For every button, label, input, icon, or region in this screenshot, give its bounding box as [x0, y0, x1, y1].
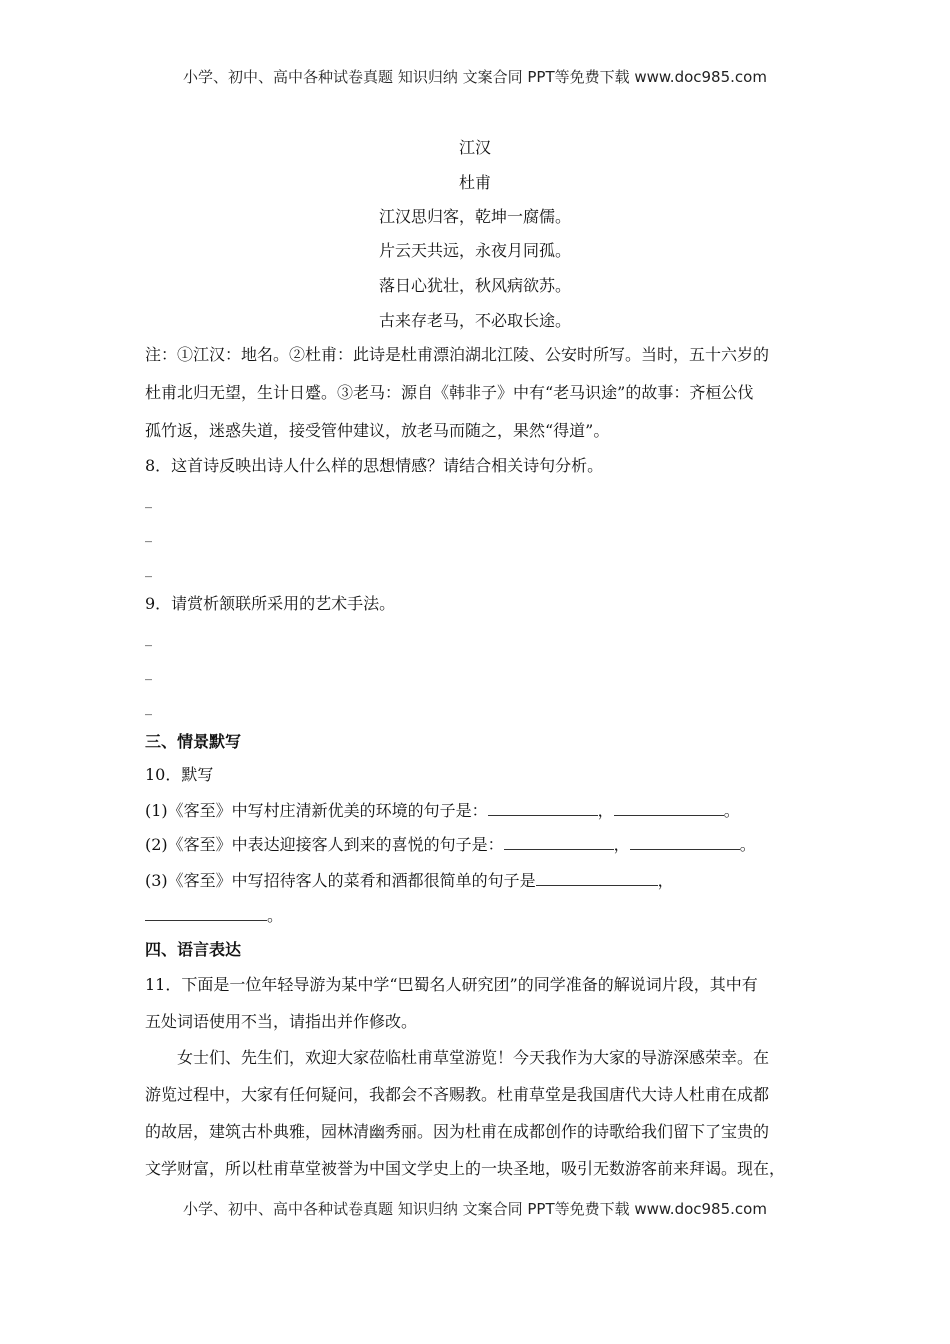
section-heading: 四、语言表达 — [145, 940, 242, 959]
answer-line[interactable]: _ — [145, 562, 152, 578]
poem-author: 杜甫 — [458, 173, 491, 192]
note-line: 注：①江汉：地名。②杜甫：此诗是杜甫漂泊湖北江陵、公安时所写。当时，五十六岁的 — [145, 345, 770, 364]
question-10: 10．默写 — [145, 765, 214, 784]
fill-blank[interactable] — [488, 801, 598, 816]
fill-end: 。 — [723, 801, 740, 820]
fill-item — [145, 800, 740, 822]
passage-line: 文学财富，所以杜甫草堂被誉为中国文学史上的一块圣地，吸引无数游客前来拜谒。现在， — [145, 1159, 786, 1178]
fill-item-prompt: (3)《客至》中写招待客人的菜肴和酒都很简单的句子是 — [145, 871, 536, 890]
answer-line[interactable]: _ — [145, 493, 152, 509]
answer-line[interactable]: _ — [145, 700, 152, 716]
section-heading: 三、情景默写 — [145, 732, 242, 751]
question-11-line: 11．下面是一位年轻导游为某中学“巴蜀名人研究团”的同学准备的解说词片段，其中有 — [145, 975, 758, 994]
fill-blank[interactable] — [630, 835, 740, 850]
fill-blank[interactable] — [614, 801, 724, 816]
question-11-line: 五处词语使用不当，请指出并作修改。 — [145, 1012, 418, 1031]
fill-item-continued — [145, 905, 283, 927]
answer-line[interactable]: _ — [145, 527, 152, 543]
answer-line[interactable]: _ — [145, 665, 152, 681]
fill-sep: ， — [597, 801, 614, 820]
answer-line[interactable]: _ — [145, 631, 152, 647]
fill-sep: ， — [613, 835, 630, 854]
fill-end: 。 — [739, 835, 756, 854]
poem-title: 江汉 — [458, 138, 491, 157]
poem-line: 落日心犹壮，秋风病欲苏。 — [378, 276, 571, 295]
passage-line: 的故居，建筑古朴典雅，园林清幽秀丽。因为杜甫在成都创作的诗歌给我们留下了宝贵的 — [145, 1122, 770, 1141]
passage-line: 游览过程中，大家有任何疑问，我都会不吝赐教。杜甫草堂是我国唐代大诗人杜甫在成都 — [145, 1085, 770, 1104]
fill-blank[interactable] — [536, 871, 658, 886]
passage-line: 女士们、先生们，欢迎大家莅临杜甫草堂游览！今天我作为大家的导游深感荣幸。在 — [177, 1048, 770, 1067]
poem-line: 片云天共远，永夜月同孤。 — [378, 241, 571, 260]
page-footer: 小学、初中、高中各种试卷真题 知识归纳 文案合同 PPT等免费下载 www.doc985.com — [183, 1200, 767, 1218]
fill-item-prompt: (2)《客至》中表达迎接客人到来的喜悦的句子是： — [145, 835, 504, 854]
fill-blank[interactable] — [504, 835, 614, 850]
note-line: 孤竹返，迷惑失道，接受管仲建议，放老马而随之，果然“得道”。 — [145, 421, 610, 440]
fill-item — [145, 870, 674, 892]
question-8: 8．这首诗反映出诗人什么样的思想情感？请结合相关诗句分析。 — [145, 456, 604, 475]
poem-line: 江汉思归客，乾坤一腐儒。 — [378, 207, 571, 226]
fill-blank[interactable] — [145, 906, 267, 921]
note-line: 杜甫北归无望，生计日蹙。③老马：源自《韩非子》中有“老马识途”的故事：齐桓公伐 — [145, 383, 754, 402]
page-header: 小学、初中、高中各种试卷真题 知识归纳 文案合同 PPT等免费下载 www.doc985.com — [183, 68, 767, 86]
fill-item — [145, 834, 756, 856]
fill-sep: ， — [657, 871, 674, 890]
question-9: 9．请赏析颔联所采用的艺术手法。 — [145, 594, 396, 613]
fill-item-prompt: (1)《客至》中写村庄清新优美的环境的句子是： — [145, 801, 488, 820]
poem-line: 古来存老马，不必取长途。 — [378, 311, 571, 330]
fill-end: 。 — [267, 906, 284, 925]
